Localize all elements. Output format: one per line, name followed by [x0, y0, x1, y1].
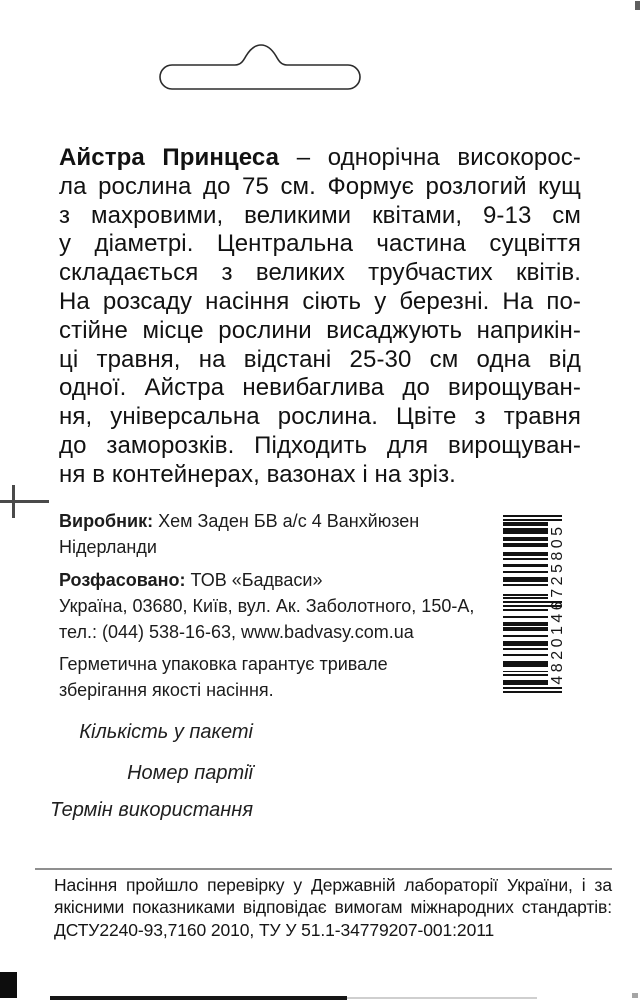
description-line-4: у діаметрі. Центральна частина суцвіття	[59, 230, 581, 258]
certification-line-1: Насіння пройшло перевірку у Державній лабораторії України, і за	[54, 875, 612, 895]
packer-label: Розфасовано:	[59, 570, 186, 590]
producer-block	[59, 508, 507, 703]
description-line-12: ня в контейнерах, вазонах і на зріз.	[59, 460, 456, 488]
scan-artifact-top-right	[635, 1, 640, 10]
producer-label: Виробник:	[59, 511, 154, 531]
description-line-3: з махровими, великими квітами, 9-13 см	[59, 201, 581, 229]
barcode-bar	[503, 564, 548, 568]
barcode-bar	[503, 680, 548, 686]
barcode-bar	[503, 671, 548, 673]
barcode-bar	[503, 654, 548, 656]
barcode-bar	[503, 627, 548, 631]
certification-line-3: ДСТУ2240-93,7160 2010, ТУ У 51.1-34779207-001:2011	[54, 919, 495, 940]
field-batch-label: Номер партії	[127, 762, 253, 784]
barcode-bar	[503, 522, 548, 526]
field-quantity-label: Кількість у пакеті	[79, 721, 253, 743]
barcode-bar	[503, 594, 548, 596]
description-line-2: ла рослина до 75 см. Формує розлогий кущ	[59, 172, 581, 200]
barcode-bar	[503, 577, 548, 583]
barcode-bar	[503, 674, 548, 676]
barcode-number-text: 4820146725805	[549, 523, 566, 685]
barcode-bar	[503, 597, 548, 599]
barcode-bar	[503, 552, 548, 556]
barcode-bar	[503, 661, 548, 667]
scan-edge-bottom-faint	[347, 997, 537, 999]
storage-note-line-1: Герметична упаковка гарантує тривале	[59, 654, 388, 674]
barcode-bar	[503, 622, 548, 626]
barcode-bar	[503, 528, 548, 534]
description-line-6: На розсаду насіння сіють у березні. На по-	[59, 287, 581, 315]
barcode-bar	[503, 609, 548, 611]
scan-edge-bottom	[50, 996, 347, 1000]
separator-rule	[35, 868, 612, 870]
certification-block	[54, 874, 612, 941]
description-line-9: одної. Айстра невибаглива до вирощуван-	[59, 374, 581, 402]
barcode-bar	[503, 537, 548, 541]
barcode-bar	[503, 635, 548, 637]
packer-value: ТОВ «Бадваси»	[185, 570, 323, 590]
packer-line	[59, 567, 507, 593]
description-paragraph	[59, 144, 581, 490]
packer-contact: тел.: (044) 538-16-63, www.badvasy.com.ua	[59, 622, 414, 642]
packer-address: Україна, 03680, Київ, вул. Ак. Заболотного, 150-А,	[59, 596, 475, 616]
barcode-bar	[503, 648, 548, 650]
producer-value: Хем Заден БВ а/с 4 Ванхйюзен	[153, 511, 420, 531]
description-line-7: стійне місце рослини висаджують наприкін-	[59, 316, 581, 344]
registration-mark-horizontal	[0, 500, 49, 503]
label-fields	[0, 721, 253, 822]
description-line-10: ня, універсальна рослина. Цвіте з травня	[59, 403, 581, 431]
barcode-bar	[503, 558, 548, 560]
barcode-bar	[503, 641, 548, 647]
storage-note-line-2: зберігання якості насіння.	[59, 680, 274, 700]
producer-country: Нідерланди	[59, 537, 157, 557]
scan-artifact-bottom-right	[632, 993, 638, 998]
variety-name: Айстра Принцеса	[59, 144, 280, 171]
certification-line-2: якісними показниками відповідає вимогам міжнародних стандартів:	[54, 897, 612, 918]
barcode-bar	[503, 571, 548, 573]
field-expiry-label: Термін використання	[50, 799, 253, 821]
scan-artifact-bottom-left	[0, 972, 17, 998]
description-line-1	[59, 144, 581, 173]
hang-hole-cutout-icon	[150, 38, 370, 96]
description-line-5: складається з великих трубчастих квітів.	[59, 259, 581, 287]
barcode-bar	[503, 584, 548, 586]
barcode-bar	[503, 616, 548, 618]
registration-mark-vertical	[12, 485, 15, 518]
description-line-8: ці травня, на відстані 25-30 см одна від	[59, 345, 581, 373]
description-line-11: до заморозків. Підходить для вирощуван-	[59, 431, 581, 459]
barcode-number	[547, 513, 569, 695]
producer-line	[59, 508, 507, 534]
barcode-bar	[503, 543, 548, 547]
description-line-1-rest: – однорічна високорос-	[279, 144, 581, 171]
